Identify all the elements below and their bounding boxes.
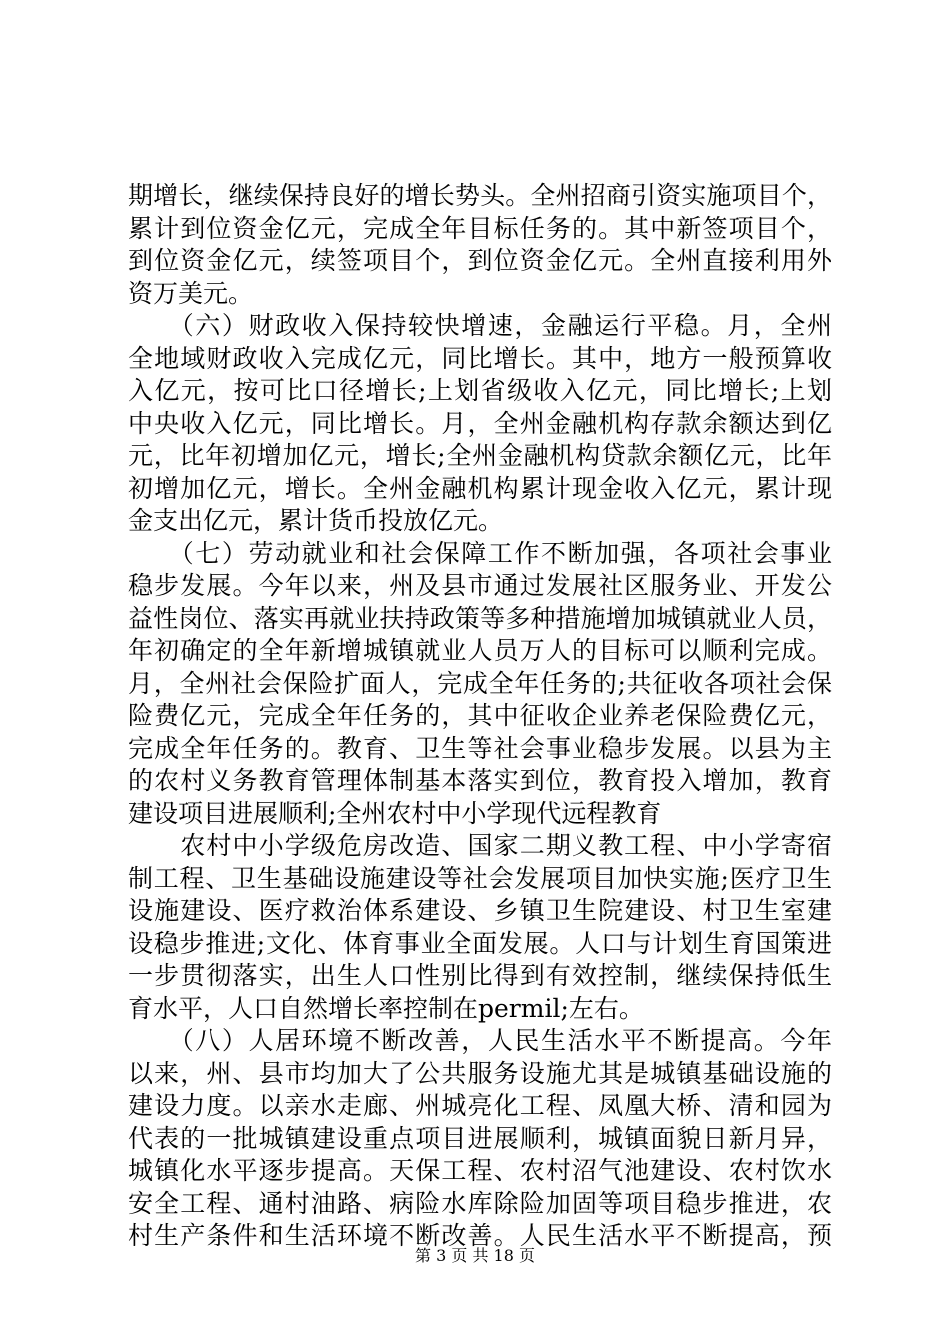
text-line: 设稳步推进;文化、体育事业全面发展。人口与计划生育国策进 xyxy=(128,928,832,958)
text-line: 元，比年初增加亿元，增长;全州金融机构贷款余额亿元，比年 xyxy=(128,441,832,470)
page-number-footer: 第 3 页 共 18 页 xyxy=(415,1246,535,1265)
text-line: 资万美元。 xyxy=(128,278,254,308)
text-line: 建设力度。以亲水走廊、州城亮化工程、凤凰大桥、清和园为 xyxy=(128,1091,832,1120)
text-line: 农村中小学级危房改造、国家二期义教工程、中小学寄宿 xyxy=(128,831,832,860)
text-line: 稳步发展。今年以来，州及县市通过发展社区服务业、开发公 xyxy=(128,571,832,600)
text-line: 全地域财政收入完成亿元，同比增长。其中，地方一般预算收 xyxy=(128,343,832,373)
text-line: 月，全州社会保险扩面人，完成全年任务的;共征收各项社会保 xyxy=(128,668,832,698)
text-line: 金支出亿元，累计货币投放亿元。 xyxy=(128,506,504,535)
text-line: 益性岗位、落实再就业扶持政策等多种措施增加城镇就业人员， xyxy=(128,603,832,633)
text-line: 城镇化水平逐步提高。天保工程、农村沼气池建设、农村饮水 xyxy=(128,1156,832,1185)
text-line: 设施建设、医疗救治体系建设、乡镇卫生院建设、村卫生室建 xyxy=(128,896,832,925)
text-line: 的农村义务教育管理体制基本落实到位，教育投入增加，教育 xyxy=(128,766,832,795)
text-line: 代表的一批城镇建设重点项目进展顺利，城镇面貌日新月异， xyxy=(128,1123,832,1153)
text-line: 累计到位资金亿元，完成全年目标任务的。其中新签项目个， xyxy=(128,213,832,243)
text-line: 建设项目进展顺利;全州农村中小学现代远程教育 xyxy=(128,798,662,828)
text-line: 完成全年任务的。教育、卫生等社会事业稳步发展。以县为主 xyxy=(128,733,832,763)
text-line: 安全工程、通村油路、病险水库除险加固等项目稳步推进，农 xyxy=(128,1188,832,1218)
text-line: 村生产条件和生活环境不断改善。人民生活水平不断提高，预 xyxy=(128,1221,832,1250)
text-line: （六）财政收入保持较快增速，金融运行平稳。月，全州 xyxy=(128,311,832,340)
text-line: 险费亿元，完成全年任务的，其中征收企业养老保险费亿元， xyxy=(128,701,832,730)
text-line: （七）劳动就业和社会保障工作不断加强，各项社会事业 xyxy=(128,538,832,568)
text-line: 年初确定的全年新增城镇就业人员万人的目标可以顺利完成。 xyxy=(128,636,832,665)
text-line: （八）人居环境不断改善，人民生活水平不断提高。今年 xyxy=(128,1026,832,1055)
text-line: 以来，州、县市均加大了公共服务设施尤其是城镇基础设施的 xyxy=(128,1058,832,1088)
text-line: 制工程、卫生基础设施建设等社会发展项目加快实施;医疗卫生 xyxy=(128,863,832,893)
text-line: 期增长，继续保持良好的增长势头。全州招商引资实施项目个， xyxy=(128,181,832,210)
text-line: 到位资金亿元，续签项目个，到位资金亿元。全州直接利用外 xyxy=(128,246,832,275)
text-line: 中央收入亿元，同比增长。月，全州金融机构存款余额达到亿 xyxy=(128,408,832,438)
text-line: 一步贯彻落实，出生人口性别比得到有效控制，继续保持低生 xyxy=(128,961,832,990)
text-line: 入亿元，按可比口径增长;上划省级收入亿元，同比增长;上划 xyxy=(128,376,832,405)
document-body-text xyxy=(128,180,832,1253)
text-line: 育水平，人口自然增长率控制在permil;左右。 xyxy=(128,993,644,1023)
text-line: 初增加亿元，增长。全州金融机构累计现金收入亿元，累计现 xyxy=(128,473,832,503)
